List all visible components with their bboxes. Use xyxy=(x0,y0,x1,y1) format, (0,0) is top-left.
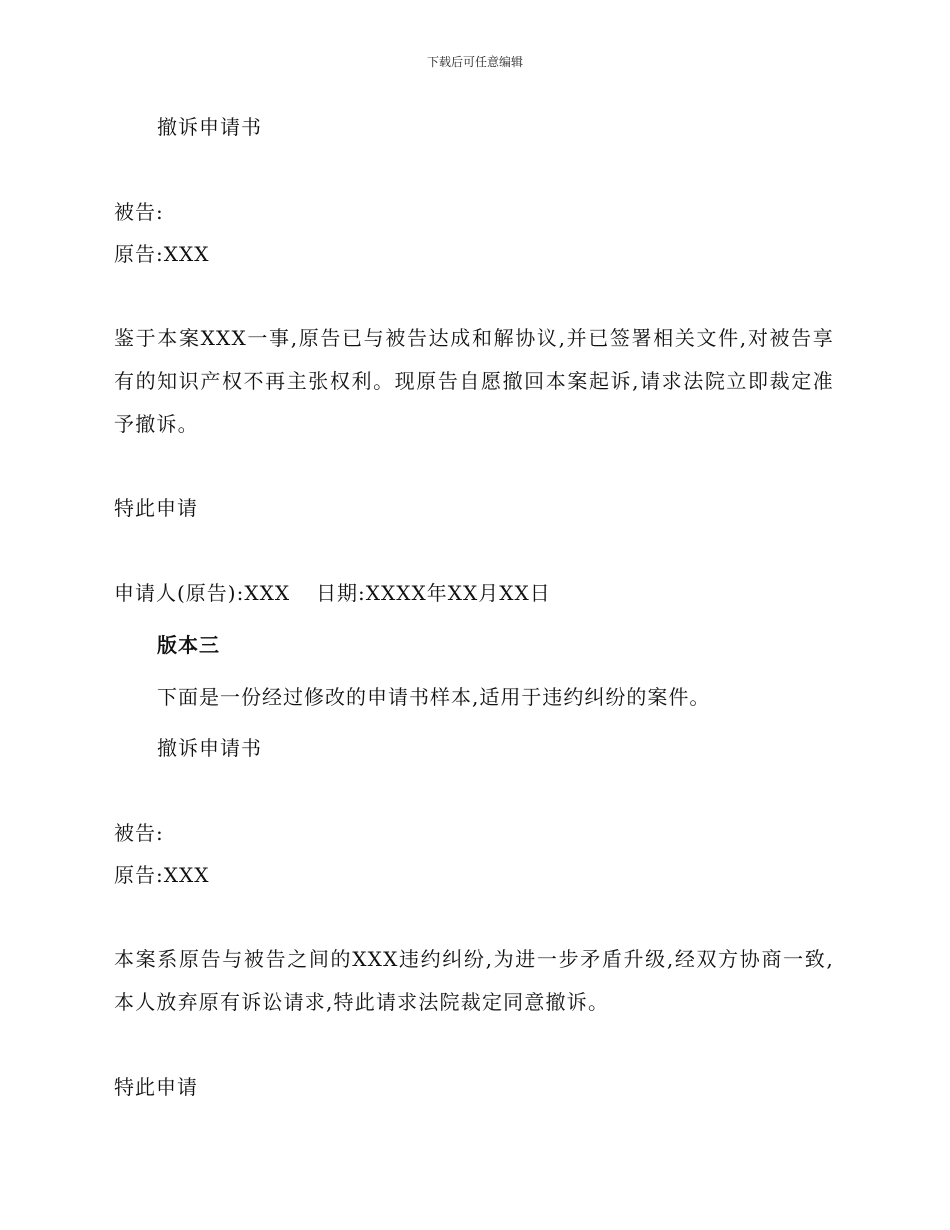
section1-closing: 特此申请 xyxy=(114,496,198,520)
version3-title: 撤诉申请书 xyxy=(157,736,262,760)
section1-signature-line xyxy=(114,579,551,607)
version3-body: 本案系原告与被告之间的XXX违约纠纷,为进一步矛盾升级,经双方协商一致,本人放弃原有诉讼请求,特此请求法院裁定同意撤诉。 xyxy=(114,947,834,1014)
section1-defendant: 被告: xyxy=(114,200,164,224)
section1-applicant: 申请人(原告):XXX xyxy=(114,581,291,605)
page-header-note: 下载后可任意编辑 xyxy=(426,55,523,69)
section1-title: 撤诉申请书 xyxy=(157,115,262,139)
version3-intro: 下面是一份经过修改的申请书样本,适用于违约纠纷的案件。 xyxy=(157,685,711,709)
section1-plaintiff: 原告:XXX xyxy=(114,242,210,266)
version3-plaintiff: 原告:XXX xyxy=(114,863,210,887)
section1-date: 日期:XXXX年XX月XX日 xyxy=(316,581,551,605)
version3-closing: 特此申请 xyxy=(114,1075,198,1099)
version3-defendant: 被告: xyxy=(114,821,164,845)
section1-body: 鉴于本案XXX一事,原告已与被告达成和解协议,并已签署相关文件,对被告享有的知识产权不再主张权利。现原告自愿撤回本案起诉,请求法院立即裁定准予撤诉。 xyxy=(114,326,834,436)
version3-heading: 版本三 xyxy=(157,633,220,657)
